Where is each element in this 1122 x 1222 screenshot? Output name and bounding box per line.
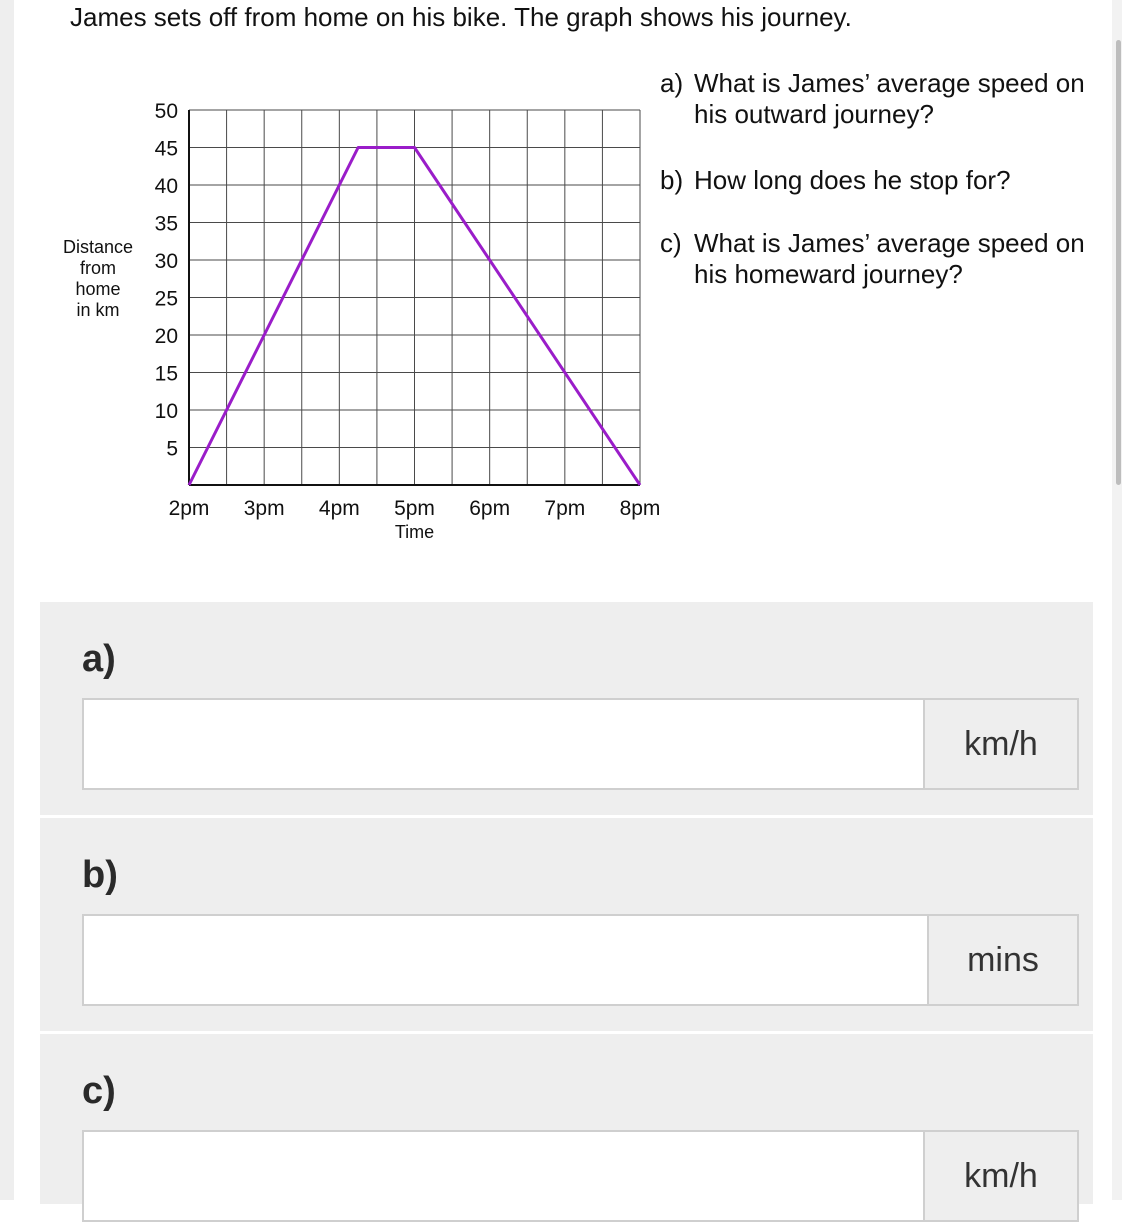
y-axis-title-line: Distance xyxy=(62,237,134,257)
answer-section-c xyxy=(40,1034,1093,1207)
question-intro: James sets off from home on his bike. The graph shows his journey. xyxy=(70,2,852,32)
x-tick-label: 2pm xyxy=(168,497,210,520)
x-tick-label: 3pm xyxy=(243,497,285,520)
y-tick-label: 35 xyxy=(154,212,178,236)
x-tick-label: 4pm xyxy=(318,497,360,520)
question-list xyxy=(660,68,1100,290)
y-tick-label: 45 xyxy=(154,137,178,161)
y-tick-label: 5 xyxy=(166,437,178,461)
answer-section-a xyxy=(40,602,1093,818)
answer-section-b xyxy=(40,818,1093,1034)
question-b-text: How long does he stop for? xyxy=(694,165,1011,195)
x-tick-label: 8pm xyxy=(619,497,661,520)
question-c-key: c) xyxy=(660,228,682,258)
y-tick-label: 15 xyxy=(154,362,178,386)
y-tick-label: 30 xyxy=(154,250,178,273)
x-tick-label: 7pm xyxy=(544,497,586,520)
y-tick-label: 25 xyxy=(154,287,178,311)
y-tick-label: 40 xyxy=(154,175,178,198)
x-axis-title: Time xyxy=(394,522,435,542)
question-b-key: b) xyxy=(660,165,684,195)
left-page-margin xyxy=(0,0,14,1200)
answer-c-unit: km/h xyxy=(923,1130,1079,1222)
question-c-text: What is James’ average speed on his homeward journey? xyxy=(694,228,1085,289)
answer-b-label: b) xyxy=(82,854,118,896)
answer-b-row xyxy=(82,914,1079,1006)
scrollbar-thumb[interactable] xyxy=(1116,40,1121,485)
answer-b-unit: mins xyxy=(927,914,1079,1006)
answer-c-input[interactable] xyxy=(82,1130,923,1222)
answer-area xyxy=(40,602,1093,1207)
distance-time-graph xyxy=(50,90,670,550)
y-tick-label: 50 xyxy=(154,100,178,123)
y-axis-title-line: from xyxy=(80,258,116,278)
y-tick-label: 10 xyxy=(154,400,178,423)
question-a-key: a) xyxy=(660,68,684,98)
answer-a-unit: km/h xyxy=(923,698,1079,790)
answer-a-input[interactable] xyxy=(82,698,923,790)
y-axis-title-line: home xyxy=(75,279,121,299)
answer-c-label: c) xyxy=(82,1070,116,1112)
answer-a-label: a) xyxy=(82,638,116,680)
answer-b-input[interactable] xyxy=(82,914,927,1006)
x-tick-label: 6pm xyxy=(469,497,511,520)
question-c xyxy=(660,228,1100,290)
x-tick-label: 5pm xyxy=(394,497,435,520)
answer-a-row xyxy=(82,698,1079,790)
question-a-text: What is James’ average speed on his outward journey? xyxy=(694,68,1085,129)
question-a xyxy=(660,68,1100,130)
scrollbar-track[interactable] xyxy=(1112,0,1122,1200)
y-tick-label: 20 xyxy=(154,325,178,348)
y-axis-title-line: in km xyxy=(76,300,120,320)
answer-c-row xyxy=(82,1130,1079,1222)
question-b xyxy=(660,165,1100,196)
